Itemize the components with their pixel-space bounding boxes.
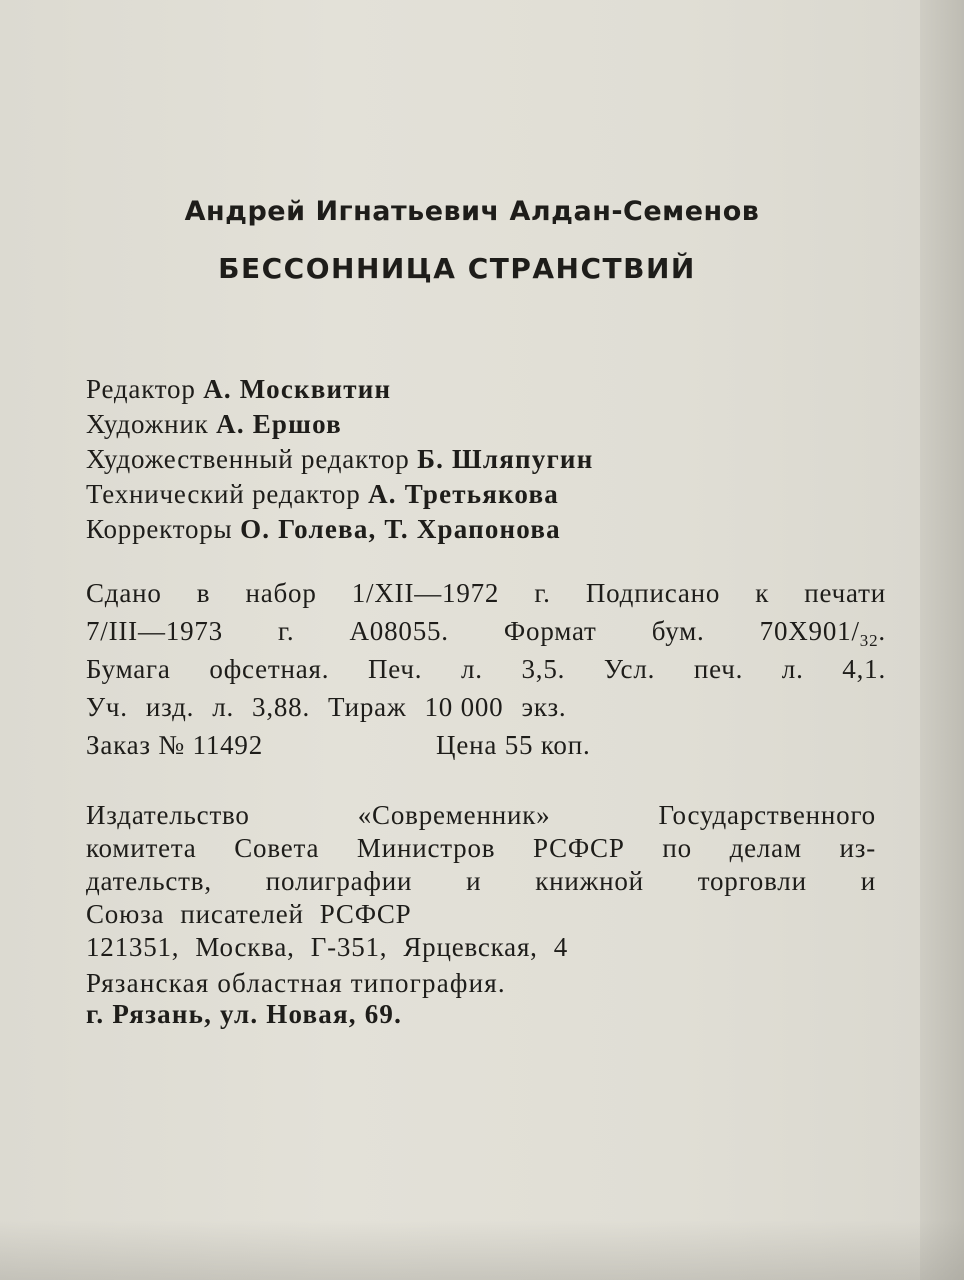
credit-name: О. Голева, Т. Храпонова [240,514,561,544]
imprint-block [86,578,886,768]
credit-name: Б. Шляпугин [417,444,594,474]
imprint-word: офсетная. [209,654,330,684]
imprint-word: печ. [693,654,744,684]
publisher-line-1 [86,800,876,833]
imprint-word: Тираж [328,692,407,722]
publisher-word: Союза [86,899,165,929]
imprint-word: 4,1. [842,654,886,684]
publisher-word: Государственного [658,800,876,830]
publisher-word: Москва, [195,932,295,962]
imprint-word: 1/XII—1972 [351,578,500,608]
credit-name: А. Третьякова [368,479,559,509]
license-code: А08055. [349,616,449,646]
author-name: Андрей Игнатьевич Алдан-Семенов [184,196,760,227]
imprint-word: печати [804,578,886,608]
publisher-word: Министров [356,833,496,863]
imprint-word: Уч. [86,692,128,722]
publisher-line-2 [86,833,876,866]
price: Цена 55 коп. [436,730,591,760]
imprint-word: Формат [503,616,597,646]
printer-block [86,968,506,1030]
publisher-word: делам [729,833,802,863]
credit-row-editor [86,372,593,407]
credit-row-artist [86,407,593,442]
publisher-word: РСФСР [532,833,625,863]
imprint-word: бум. [651,616,705,646]
imprint-word: л. [212,692,235,722]
imprint-word: л. [781,654,804,684]
postal-code: 121351, [86,932,180,962]
imprint-line-5 [86,730,886,768]
imprint-word: в [196,578,211,608]
imprint-word: Печ. [367,654,423,684]
page-edge [920,0,964,1280]
credit-row-tech-editor [86,477,593,512]
imprint-line-1 [86,578,886,616]
publisher-word: писателей [180,899,304,929]
publisher-word: по [662,833,692,863]
imprint-word: 3,88. [252,692,311,722]
credit-role: Художественный редактор [86,444,410,474]
book-title: БЕССОННИЦА СТРАНСТВИЙ [218,252,696,285]
credits-block [86,372,593,547]
printer-name: Рязанская областная типография. [86,968,506,998]
credit-name: А. Москвитин [203,374,392,404]
credit-role: Технический редактор [86,479,361,509]
publisher-word: 4 [553,932,569,962]
credit-row-proofreaders [86,512,593,547]
imprint-word: Усл. [603,654,656,684]
publisher-word: и [860,866,876,896]
publisher-word: книжной [535,866,644,896]
credit-role: Художник [86,409,209,439]
publisher-word: «Современник» [357,800,551,830]
imprint-line-3 [86,654,886,692]
publisher-word: Г-351, [310,932,388,962]
imprint-word: изд. [145,692,195,722]
publisher-word: полиграфии [265,866,413,896]
signed-date: 7/III—1973 [86,616,223,646]
publisher-line-3 [86,866,876,899]
imprint-word: 3,5. [521,654,566,684]
credit-role: Корректоры [86,514,233,544]
imprint-word: Подписано [585,578,721,608]
printer-address: г. Рязань, ул. Новая, 69. [86,999,403,1029]
imprint-word: экз. [521,692,567,722]
imprint-word: к [755,578,770,608]
credit-role: Редактор [86,374,196,404]
imprint-line-2 [86,616,886,654]
publisher-word: из- [839,833,876,863]
order-number: Заказ № 11492 [86,730,264,760]
publisher-word: Совета [234,833,320,863]
credit-row-art-editor [86,442,593,477]
imprint-word: Сдано [86,578,162,608]
paper-format: $70X901/_{32}$. [759,616,886,650]
imprint-word: набор [245,578,317,608]
publisher-word: РСФСР [319,899,412,929]
credit-name: А. Ершов [216,409,342,439]
publisher-block [86,800,876,965]
imprint-word: Бумага [86,654,171,684]
page-shadow [0,1220,964,1280]
publisher-word: и [466,866,482,896]
publisher-line-4 [86,899,876,932]
print-run: 10 000 [424,692,504,722]
publisher-word: дательств, [86,866,212,896]
imprint-word: г. [278,616,295,646]
imprint-word: г. [534,578,551,608]
publisher-word: комитета [86,833,197,863]
publisher-word: Ярцевская, [403,932,538,962]
publisher-word: Издательство [86,800,250,830]
publisher-word: торговли [697,866,807,896]
format-denominator: 32 [859,631,879,650]
publisher-address [86,932,876,965]
imprint-word: л. [461,654,483,684]
format-numerator: 1 [837,616,852,646]
format-main: 70X90 [759,616,838,646]
imprint-line-4 [86,692,886,730]
